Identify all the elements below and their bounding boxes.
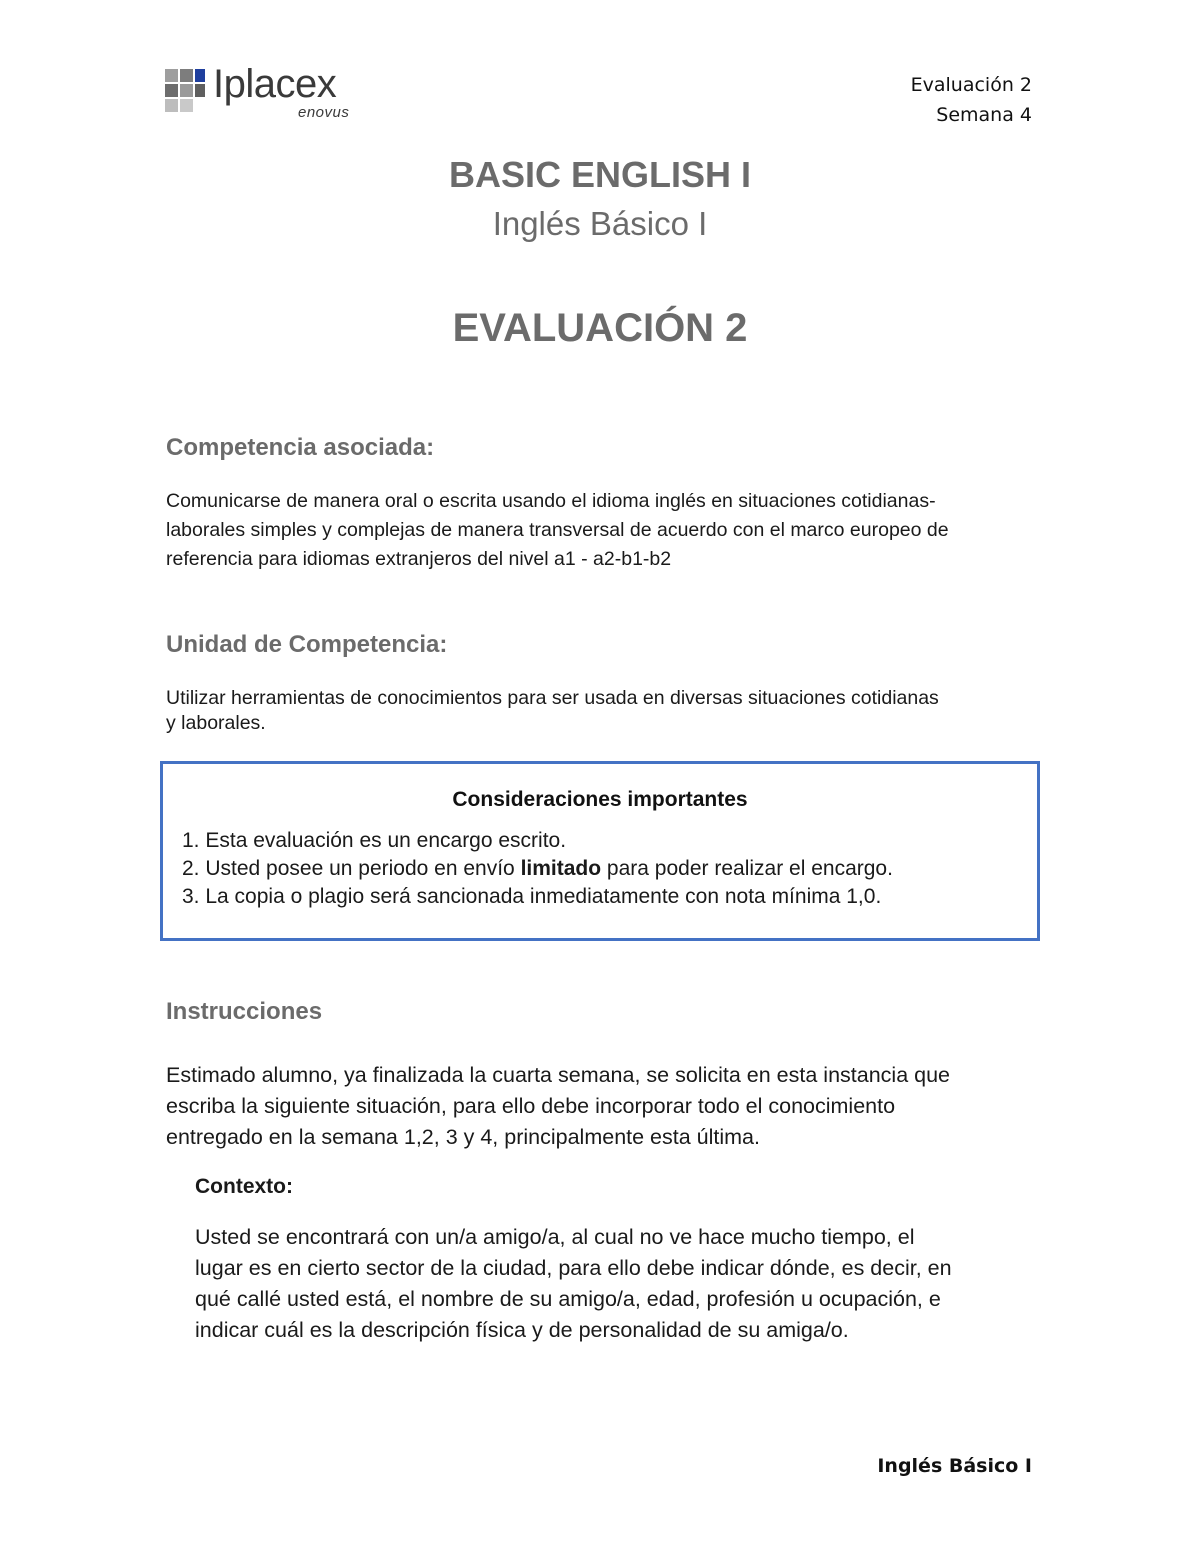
competencia-line: laborales simples y complejas de manera transversal de acuerdo con el marco europeo de [166,519,949,541]
unidad-line: y laborales. [166,712,266,734]
competencia-text [166,487,1036,574]
instrucciones-line: Estimado alumno, ya finalizada la cuarta semana, se solicita en esta instancia que [166,1063,950,1087]
consideraciones-title: Consideraciones importantes [452,788,748,811]
competencia-line: Comunicarse de manera oral o escrita usando el idioma inglés en situaciones cotidianas- [166,490,936,512]
footer-course-name: Inglés Básico I [877,1455,1032,1477]
header-week: Semana 4 [936,104,1032,126]
consideracion-item: 2. Usted posee un periodo en envío limitado para poder realizar el encargo. [182,857,893,880]
course-subtitle: Inglés Básico I [492,205,708,242]
contexto-line: indicar cuál es la descripción física y de personalidad de su amiga/o. [195,1318,849,1342]
unidad-heading: Unidad de Competencia: [166,631,448,658]
contexto-text [195,1222,952,1346]
instrucciones-line: entregado en la semana 1,2, 3 y 4, principalmente esta última. [166,1125,760,1149]
course-title: BASIC ENGLISH I [448,154,752,195]
instrucciones-heading: Instrucciones [166,998,323,1025]
contexto-line: qué callé usted está, el nombre de su amigo/a, edad, profesión u ocupación, e [195,1287,941,1311]
competencia-line: referencia para idiomas extranjeros del nivel a1 - a2-b1-b2 [166,548,672,570]
consideracion-item: 3. La copia o plagio será sancionada inmediatamente con nota mínima 1,0. [182,885,882,908]
competencia-heading: Competencia asociada: [166,434,435,461]
contexto-line: lugar es en cierto sector de la ciudad, para ello debe indicar dónde, es decir, en [195,1256,952,1280]
unidad-line: Utilizar herramientas de conocimientos para ser usada en diversas situaciones cotidianas [166,687,939,709]
contexto-heading: Contexto: [195,1175,293,1198]
consideraciones-list [182,827,893,911]
header-info [911,70,1032,130]
consideracion-item: 1. Esta evaluación es un encargo escrito. [182,829,567,852]
instrucciones-line: escriba la siguiente situación, para ello debe incorporar todo el conocimiento [166,1094,896,1118]
consideraciones-box [160,761,1040,941]
header-evaluation: Evaluación 2 [910,74,1032,96]
contexto-line: Usted se encontrará con un/a amigo/a, al cual no ve hace mucho tiempo, el [195,1225,915,1249]
logo-grid-icon [165,69,209,115]
evaluation-title: EVALUACIÓN 2 [452,306,748,350]
iplacex-logo [165,62,365,124]
logo-subtext: enovus [298,104,350,121]
unidad-text [166,684,1036,738]
logo-wordmark: Iplacex [213,62,337,106]
instrucciones-text [166,1060,1046,1153]
